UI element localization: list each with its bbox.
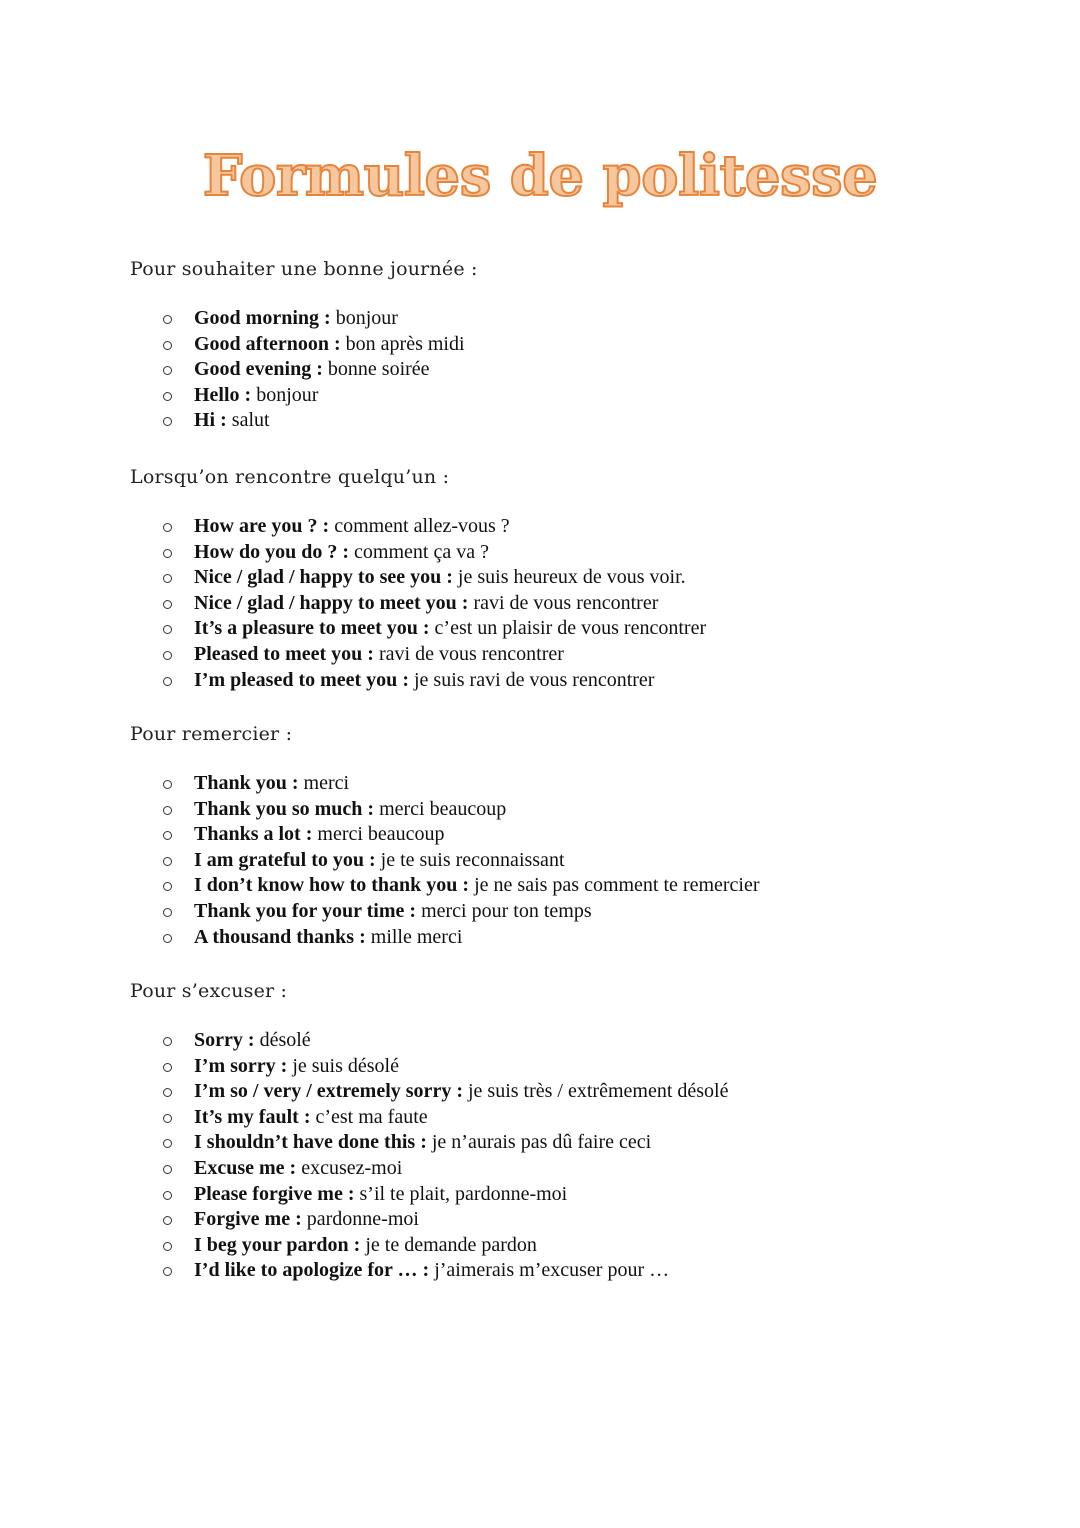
english-phrase: I shouldn’t have done this	[194, 1131, 416, 1154]
french-translation: bonne soirée	[327, 358, 430, 381]
section-apologizing	[130, 978, 1030, 1284]
french-translation: je suis ravi de vous rencontrer	[413, 668, 655, 691]
colon-separator: :	[275, 1054, 293, 1077]
colon-separator: :	[456, 591, 474, 614]
list-item	[130, 332, 1030, 358]
colon-separator: :	[286, 772, 304, 794]
circle-bullet-icon	[163, 1139, 172, 1148]
list-item	[130, 1182, 1030, 1208]
phrase-list	[130, 1028, 1030, 1284]
french-translation: c’est ma faute	[315, 1105, 428, 1128]
colon-separator: :	[242, 1029, 260, 1051]
circle-bullet-icon	[163, 882, 172, 891]
english-phrase: Sorry	[194, 1029, 243, 1051]
circle-bullet-icon	[163, 857, 172, 866]
circle-bullet-icon	[163, 625, 172, 634]
french-translation: bon après midi	[345, 332, 465, 355]
french-translation: bonjour	[335, 307, 398, 329]
french-translation: mille merci	[370, 925, 463, 948]
english-phrase: I’m pleased to meet you	[194, 668, 398, 691]
circle-bullet-icon	[163, 1063, 172, 1072]
list-item	[130, 1233, 1030, 1259]
circle-bullet-icon	[163, 1242, 172, 1251]
english-phrase: I don’t know how to thank you	[194, 874, 458, 897]
list-item	[130, 771, 1030, 797]
english-phrase: I’d like to apologize for …	[194, 1259, 418, 1282]
circle-bullet-icon	[163, 1216, 172, 1225]
french-translation: merci pour ton temps	[421, 899, 592, 922]
page-title: Formules de politesse	[202, 143, 878, 209]
english-phrase: I’m sorry	[194, 1054, 276, 1077]
circle-bullet-icon	[163, 934, 172, 943]
list-item	[130, 668, 1030, 694]
section-thanking	[130, 721, 1030, 950]
section-meeting	[130, 464, 1030, 693]
list-item	[130, 383, 1030, 409]
english-phrase: I’m so / very / extremely sorry	[194, 1080, 452, 1103]
list-item	[130, 1028, 1030, 1054]
french-translation: merci beaucoup	[379, 797, 507, 820]
french-translation: merci	[303, 772, 350, 794]
french-translation: je suis heureux de vous voir.	[457, 566, 686, 589]
list-item	[130, 540, 1030, 566]
section-greetings	[130, 256, 1030, 434]
english-phrase: Excuse me	[194, 1156, 285, 1179]
colon-separator: :	[290, 1208, 307, 1231]
circle-bullet-icon	[163, 417, 172, 426]
french-translation: salut	[231, 409, 270, 432]
french-translation: désolé	[259, 1029, 311, 1051]
circle-bullet-icon	[163, 574, 172, 583]
english-phrase: Good evening	[194, 358, 312, 381]
english-phrase: Thank you	[194, 772, 287, 794]
english-phrase: How do you do ?	[194, 540, 338, 563]
list-item	[130, 1207, 1030, 1233]
section-heading: Pour souhaiter une bonne journée :	[130, 258, 478, 280]
circle-bullet-icon	[163, 1088, 172, 1097]
colon-separator: :	[337, 540, 355, 563]
list-item	[130, 1054, 1030, 1080]
list-item	[130, 873, 1030, 899]
list-item	[130, 899, 1030, 925]
french-translation: s’il te plait, pardonne-moi	[359, 1182, 568, 1205]
circle-bullet-icon	[163, 341, 172, 350]
list-item	[130, 565, 1030, 591]
english-phrase: It’s my fault	[194, 1105, 299, 1128]
french-translation: merci beaucoup	[317, 823, 445, 846]
colon-separator: :	[319, 307, 336, 329]
english-phrase: Nice / glad / happy to meet you	[194, 591, 457, 614]
list-item	[130, 306, 1030, 332]
french-translation: j’aimerais m’excuser pour …	[434, 1259, 670, 1282]
circle-bullet-icon	[163, 523, 172, 532]
colon-separator: :	[284, 1156, 302, 1179]
english-phrase: Nice / glad / happy to see you	[194, 566, 442, 589]
circle-bullet-icon	[163, 651, 172, 660]
english-phrase: I beg your pardon	[194, 1233, 349, 1256]
english-phrase: It’s a pleasure to meet you	[194, 617, 418, 640]
french-translation: je te suis reconnaissant	[380, 848, 565, 871]
english-phrase: How are you ?	[194, 515, 318, 537]
french-translation: ravi de vous rencontrer	[473, 591, 659, 614]
phrase-list	[130, 771, 1030, 950]
colon-separator: :	[239, 383, 257, 406]
french-translation: excusez-moi	[301, 1156, 403, 1179]
circle-bullet-icon	[163, 315, 172, 324]
english-phrase: Good morning	[194, 307, 320, 329]
colon-separator: :	[348, 1233, 366, 1256]
english-phrase: Thanks a lot	[194, 823, 301, 846]
english-phrase: Good afternoon	[194, 332, 329, 355]
colon-separator: :	[363, 848, 381, 871]
circle-bullet-icon	[163, 366, 172, 375]
list-item	[130, 848, 1030, 874]
circle-bullet-icon	[163, 549, 172, 558]
circle-bullet-icon	[163, 806, 172, 815]
phrase-list	[130, 306, 1030, 434]
colon-separator: :	[362, 797, 380, 820]
english-phrase: Thank you so much	[194, 797, 363, 820]
list-item	[130, 357, 1030, 383]
colon-separator: :	[298, 1105, 316, 1128]
colon-separator: :	[215, 409, 232, 432]
circle-bullet-icon	[163, 1191, 172, 1200]
colon-separator: :	[441, 566, 458, 589]
colon-separator: :	[404, 899, 422, 922]
colon-separator: :	[329, 332, 346, 355]
circle-bullet-icon	[163, 1267, 172, 1276]
french-translation: comment allez-vous ?	[334, 515, 510, 537]
french-translation: ravi de vous rencontrer	[378, 642, 564, 665]
english-phrase: Hello	[194, 383, 240, 406]
french-translation: je suis très / extrêmement désolé	[468, 1080, 729, 1103]
list-item	[130, 1156, 1030, 1182]
circle-bullet-icon	[163, 908, 172, 917]
list-item	[130, 616, 1030, 642]
french-translation: pardonne-moi	[306, 1208, 419, 1231]
english-phrase: Thank you for your time	[194, 899, 405, 922]
colon-separator: :	[354, 925, 371, 948]
circle-bullet-icon	[163, 1037, 172, 1046]
french-translation: bonjour	[256, 383, 319, 406]
circle-bullet-icon	[163, 780, 172, 789]
list-item	[130, 514, 1030, 540]
colon-separator: :	[451, 1080, 468, 1103]
colon-separator: :	[300, 823, 318, 846]
colon-separator: :	[417, 1259, 435, 1282]
colon-separator: :	[397, 668, 414, 691]
french-translation: je te demande pardon	[365, 1233, 537, 1256]
colon-separator: :	[417, 617, 435, 640]
circle-bullet-icon	[163, 831, 172, 840]
circle-bullet-icon	[163, 1165, 172, 1174]
list-item	[130, 408, 1030, 434]
colon-separator: :	[311, 358, 328, 381]
colon-separator: :	[415, 1131, 432, 1154]
colon-separator: :	[317, 515, 335, 537]
list-item	[130, 822, 1030, 848]
circle-bullet-icon	[163, 1114, 172, 1123]
english-phrase: Pleased to meet you	[194, 642, 363, 665]
list-item	[130, 591, 1030, 617]
circle-bullet-icon	[163, 392, 172, 401]
section-heading: Pour s’excuser :	[130, 980, 288, 1002]
list-item	[130, 1258, 1030, 1284]
phrase-list	[130, 514, 1030, 693]
french-translation: je suis désolé	[292, 1054, 399, 1077]
english-phrase: I am grateful to you	[194, 848, 364, 871]
list-item	[130, 925, 1030, 951]
list-item	[130, 1079, 1030, 1105]
list-item	[130, 1130, 1030, 1156]
french-translation: je ne sais pas comment te remercier	[474, 874, 760, 897]
colon-separator: :	[457, 874, 475, 897]
circle-bullet-icon	[163, 600, 172, 609]
section-heading: Pour remercier :	[130, 723, 293, 745]
colon-separator: :	[362, 642, 379, 665]
circle-bullet-icon	[163, 677, 172, 686]
french-translation: je n’aurais pas dû faire ceci	[431, 1131, 652, 1154]
english-phrase: Forgive me	[194, 1208, 291, 1231]
english-phrase: Hi	[194, 409, 216, 432]
list-item	[130, 1105, 1030, 1131]
french-translation: comment ça va ?	[354, 540, 489, 563]
list-item	[130, 797, 1030, 823]
section-heading: Lorsqu’on rencontre quelqu’un :	[130, 466, 450, 488]
english-phrase: Please forgive me	[194, 1182, 343, 1205]
colon-separator: :	[342, 1182, 360, 1205]
list-item	[130, 642, 1030, 668]
french-translation: c’est un plaisir de vous rencontrer	[434, 617, 707, 640]
english-phrase: A thousand thanks	[194, 925, 355, 948]
